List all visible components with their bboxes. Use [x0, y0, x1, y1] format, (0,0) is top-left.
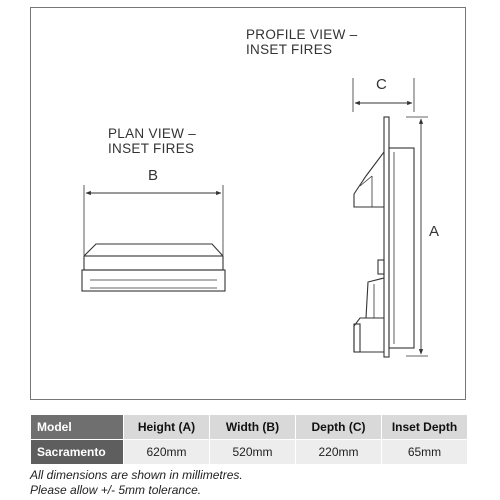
table-cell-inset-depth: 65mm	[382, 440, 468, 465]
table-header-inset-depth: Inset Depth	[382, 415, 468, 440]
profile-base-box	[354, 318, 384, 352]
table-row	[31, 440, 468, 465]
table-header-height: Height (A)	[124, 415, 210, 440]
footnote-tolerance: Please allow +/- 5mm tolerance.	[30, 483, 202, 497]
plan-view-top-outline	[84, 244, 223, 256]
plan-view-title-line2: INSET FIRES	[108, 141, 195, 156]
footnote-units: All dimensions are shown in millimetres.	[30, 468, 243, 482]
footnotes	[30, 468, 243, 498]
profile-hood	[354, 152, 384, 207]
plan-view-drawing	[82, 185, 225, 291]
plan-view-title-line1: PLAN VIEW –	[108, 126, 197, 141]
table-header-width: Width (B)	[210, 415, 296, 440]
plan-view-body	[84, 256, 223, 270]
dimensions-table	[30, 414, 468, 465]
table-header-model: Model	[31, 415, 124, 440]
dimension-c-label: C	[376, 76, 387, 93]
profile-view-title-line1: PROFILE VIEW –	[246, 27, 358, 42]
profile-frame-plate	[384, 117, 389, 357]
dimension-b-label: B	[148, 167, 159, 184]
dimension-a-label: A	[429, 223, 440, 240]
table-cell-height: 620mm	[124, 440, 210, 465]
profile-fuel-bed-block	[378, 260, 384, 274]
profile-view-title-line2: INSET FIRES	[246, 42, 333, 57]
profile-base-front	[354, 324, 360, 352]
profile-hood-edge	[360, 176, 372, 186]
table-cell-depth: 220mm	[296, 440, 382, 465]
profile-burner-box	[366, 278, 384, 318]
table-header-depth: Depth (C)	[296, 415, 382, 440]
profile-fascia	[389, 148, 414, 348]
table-cell-width: 520mm	[210, 440, 296, 465]
table-header-row	[31, 415, 468, 440]
profile-view-drawing	[353, 78, 428, 357]
table-cell-model: Sacramento	[31, 440, 124, 465]
